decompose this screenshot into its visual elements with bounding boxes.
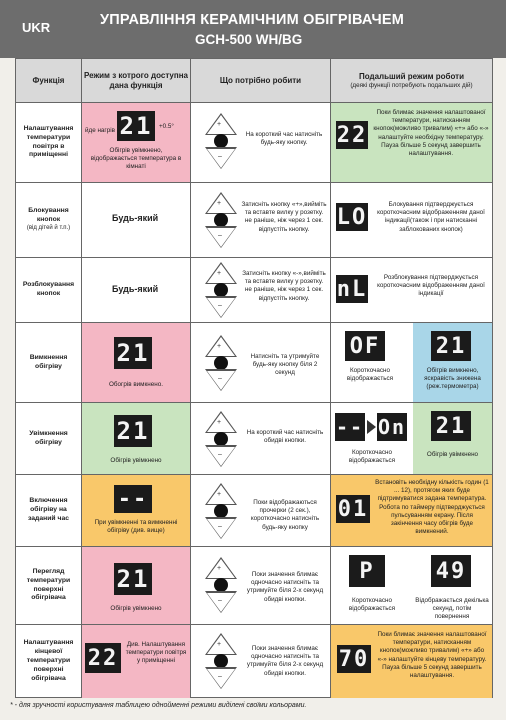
- lcd-display: 21: [117, 111, 155, 141]
- next-cell-2: [413, 323, 492, 402]
- table-row: [16, 547, 492, 625]
- mode-text: Обігрів увімкнено, відображається температура в кімнаті: [90, 147, 182, 171]
- row-label: Розблокування кнопок: [22, 281, 75, 297]
- control-buttons-icon: + –: [205, 557, 237, 613]
- col-function: Функція: [32, 76, 65, 85]
- action-text: На короткий час натисніть будь-яку кнопку.: [245, 131, 323, 147]
- table-row: [16, 403, 492, 475]
- next-cell: [331, 403, 492, 474]
- action-text: На короткий час натисніть обидві кнопки.: [246, 429, 324, 445]
- action-cell: [191, 625, 330, 698]
- table-row: [16, 258, 492, 323]
- heating-note: йде нагрів: [85, 127, 115, 134]
- lcd-display: 70: [338, 646, 370, 672]
- next-text: Встановіть необхідну кількість годин (1 ... 12), протягом яких буде підтримуватися задана температура. Робота по таймеру підтверджується пульсуванням екрану. Після закінчення часу обігрів буде вимкнений.: [375, 479, 489, 536]
- lcd-display-b: On: [377, 415, 407, 439]
- action-text: Затисніть кнопку «+»,вийміть та вставте вилку у розетку. не раніше, ніж через 1 сек. відпустіть кнопку.: [241, 201, 327, 233]
- action-cell: [191, 103, 330, 182]
- next-text: Короткочасно відображається: [348, 449, 396, 465]
- table-row: [16, 183, 492, 258]
- lcd-display: --: [114, 485, 152, 513]
- mode-cell: [82, 258, 190, 322]
- next-cell: [331, 547, 492, 624]
- next-text: Короткочасно відображається: [348, 597, 396, 613]
- mode-text: Будь-який: [112, 213, 159, 223]
- lcd-display-2: 21: [431, 331, 471, 361]
- action-cell: [191, 183, 330, 257]
- table-row: [16, 625, 492, 698]
- mode-cell: [82, 323, 190, 402]
- col-next-mode-title: Подальший режим роботи: [359, 72, 464, 82]
- control-buttons-icon: + –: [205, 262, 237, 318]
- control-buttons-icon: + –: [205, 192, 237, 248]
- next-text: Поки блимає значення налаштованої температури, натисканням кнопок(можливо тривалим) «+» або «-» налаштуйте необхідну температуру. Пауза більше 5 секунд завершить налаштування.: [373, 109, 489, 157]
- arrow-right-icon: [367, 420, 376, 434]
- page-title: УПРАВЛІННЯ КЕРАМІЧНИМ ОБІГРІВАЧЕМ: [100, 12, 405, 28]
- mode-cell: [82, 475, 190, 546]
- column-divider: [190, 59, 191, 697]
- action-text: Натисніть та утримуйте будь-яку кнопку біля 2 секунд: [250, 353, 320, 377]
- action-cell: [191, 323, 330, 402]
- col-next-mode-note: (деякі функції потребують подальших дій): [350, 82, 473, 90]
- mode-cell: [82, 103, 190, 182]
- lcd-display: 22: [85, 643, 121, 673]
- col-mode: Режим з котрого доступна дана функція: [83, 71, 188, 90]
- next-text: Розблокування підтверджується короткочасним відображенням даної індикації: [377, 274, 485, 298]
- next-text: Блокування підтверджується короткочасним відображенням даної індикації(також і при натисканні заблокованих кнопок): [377, 201, 485, 233]
- table-header: [16, 59, 492, 103]
- offset-note: +0.5°: [159, 123, 174, 130]
- lcd-display: 21: [114, 563, 152, 595]
- row-label: Перегляд температури поверхні обігрівача: [26, 567, 71, 602]
- lcd-display: --: [335, 415, 365, 439]
- row-label-note: (від дітей й т.п.): [26, 224, 71, 231]
- next-cell: [331, 625, 492, 698]
- action-text: Поки відображаються прочерки (2 сек.), короткочасно натисніть будь-яку кнопку: [250, 499, 320, 531]
- mode-text: Обігрів увімкнено: [110, 457, 162, 464]
- row-label: Налаштування температури повітря в приміщенні: [23, 124, 74, 159]
- lcd-display: P: [349, 555, 385, 587]
- footnote: * - для зручності користування таблицею однойменні режими виділені своїми кольорами.: [10, 702, 307, 709]
- control-buttons-icon: + –: [205, 633, 237, 689]
- action-text: Поки значення блимає одночасно натисніть та утримуйте біля 2-х секунд обидві кнопки.: [246, 645, 324, 677]
- control-table: [15, 58, 493, 698]
- next-cell: [331, 183, 492, 257]
- lcd-display: 21: [114, 337, 152, 369]
- row-label: Блокування кнопок: [28, 207, 69, 224]
- lcd-display: 22: [336, 122, 368, 148]
- row-label: Налаштування кінцевої температури поверхні обігрівача: [23, 639, 74, 682]
- mode-text: Обігрів увімкнено: [110, 605, 162, 612]
- row-label-box: [16, 183, 81, 257]
- lcd-display: 21: [114, 415, 152, 447]
- mode-cell: [82, 183, 190, 257]
- header-bar: [0, 0, 506, 58]
- row-label: Увімкнення обігріву: [29, 429, 68, 446]
- action-cell: [191, 475, 330, 546]
- control-buttons-icon: + –: [205, 113, 237, 169]
- row-label: Включення обігріву на заданий час: [27, 497, 70, 522]
- lcd-display: OF: [345, 331, 385, 361]
- model-title: GCH-500 WH/BG: [195, 32, 303, 47]
- column-divider: [330, 59, 331, 697]
- column-divider: [81, 59, 82, 697]
- mode-cell: [82, 625, 190, 698]
- row-label: Вимкнення обігріву: [29, 353, 68, 370]
- action-cell: [191, 547, 330, 624]
- next-text: Короткочасно відображається: [346, 367, 394, 383]
- table-row: [16, 475, 492, 547]
- mode-text: При увімкненні та вимкненні обігріву (див. вище): [94, 519, 178, 535]
- next-cell-2: [413, 403, 492, 474]
- mode-text: Див. Налаштування температури повітря у приміщенні: [125, 641, 187, 665]
- mode-cell: [82, 403, 190, 474]
- control-buttons-icon: + –: [205, 483, 237, 539]
- action-cell: [191, 403, 330, 474]
- lcd-display-2: 21: [431, 411, 471, 441]
- table-row: [16, 103, 492, 183]
- next-cell: [331, 323, 492, 402]
- action-cell: [191, 258, 330, 322]
- next-cell: [331, 475, 492, 546]
- next-cell: [331, 258, 492, 322]
- action-text: Затисніть кнопку «-»,вийміть та вставте вилку у розетку. не раніше, ніж через 1 сек. відпустіть кнопку.: [242, 270, 326, 302]
- col-action: Що потрібно робити: [219, 76, 302, 85]
- table-row: [16, 323, 492, 403]
- next-text-2: Обігрів увімкнено: [426, 451, 479, 458]
- lcd-display: 01: [337, 496, 369, 522]
- next-text: Поки блимає значення налаштованої температури, натисканням кнопок(можливо тривалим) «+» або «-» налаштуйте кінцеву температуру. Пауза більше 5 секунд завершить налаштування.: [377, 631, 487, 679]
- next-cell: [331, 103, 492, 182]
- lcd-display: LO: [336, 204, 368, 230]
- control-buttons-icon: + –: [205, 335, 237, 391]
- mode-text: Будь-який: [112, 284, 159, 294]
- next-text-2: Відображається декілька секунд, потім повернення: [415, 597, 489, 621]
- lcd-display: nL: [336, 276, 368, 302]
- mode-text: Обогрів вимкнено.: [109, 381, 163, 388]
- mode-cell: [82, 547, 190, 624]
- next-text-2: Обігрів вимкнено, яскравість знижена (реж.термометра): [424, 367, 481, 391]
- col-next-mode: [331, 59, 492, 103]
- control-buttons-icon: + –: [205, 411, 237, 467]
- lcd-display-2: 49: [431, 555, 471, 587]
- language-label: UKR: [22, 20, 51, 35]
- action-text: Поки значення блимає одночасно натисніть та утримуйте біля 2-х секунд обидві кнопки.: [246, 571, 324, 603]
